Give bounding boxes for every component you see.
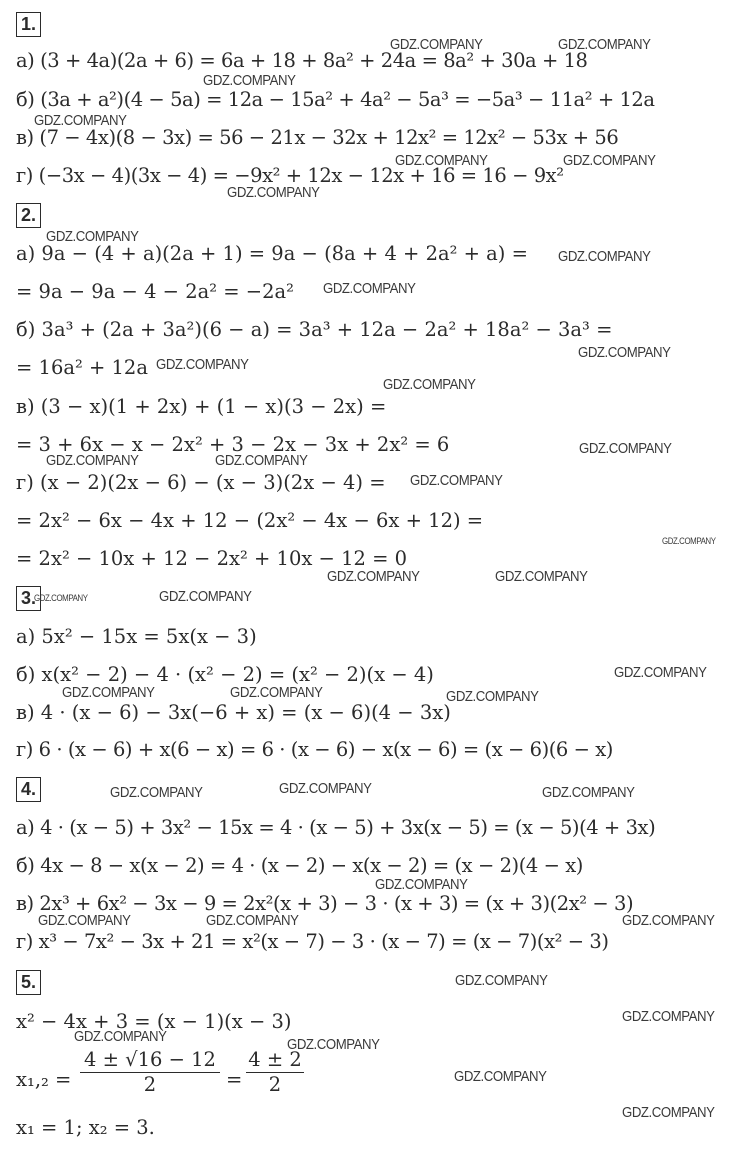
watermark: GDZ.COMPANY bbox=[614, 664, 707, 681]
task-5-roots-label: x₁,₂ = bbox=[16, 1068, 72, 1091]
watermark: GDZ.COMPANY bbox=[46, 228, 139, 245]
watermark: GDZ.COMPANY bbox=[622, 1104, 715, 1121]
watermark: GDZ.COMPANY bbox=[622, 912, 715, 929]
task-2-line-5: в) (3 − x)(1 + 2x) + (1 − x)(3 − 2x) = bbox=[16, 395, 387, 418]
task-4-line-b: б) 4x − 8 − x(x − 2) = 4 · (x − 2) − x(x − 2) = (x − 2)(4 − x) bbox=[16, 854, 583, 877]
watermark: GDZ.COMPANY bbox=[46, 452, 139, 469]
task-5-equals: = bbox=[226, 1068, 243, 1091]
task-1-line-b: б) (3a + a²)(4 − 5a) = 12a − 15a² + 4a² − 5a³ = −5a³ − 11a² + 12a bbox=[16, 88, 655, 111]
watermark: GDZ.COMPANY bbox=[279, 780, 372, 797]
watermark: GDZ.COMPANY bbox=[454, 1068, 547, 1085]
watermark: GDZ.COMPANY bbox=[495, 568, 588, 585]
task-1-line-a: а) (3 + 4a)(2a + 6) = 6a + 18 + 8a² + 24a = 8a² + 30a + 18 bbox=[16, 49, 588, 72]
watermark: GDZ.COMPANY bbox=[323, 280, 416, 297]
task-3-line-g: г) 6 · (x − 6) + x(6 − x) = 6 · (x − 6) − x(x − 6) = (x − 6)(6 − x) bbox=[16, 738, 613, 761]
task-4-line-a: а) 4 · (x − 5) + 3x² − 15x = 4 · (x − 5) + 3x(x − 5) = (x − 5)(4 + 3x) bbox=[16, 816, 656, 839]
watermark: GDZ.COMPANY bbox=[622, 1008, 715, 1025]
task-5-fraction-1 bbox=[80, 1048, 220, 1097]
watermark: GDZ.COMPANY bbox=[34, 112, 127, 129]
watermark: GDZ.COMPANY bbox=[558, 248, 651, 265]
watermark: GDZ.COMPANY bbox=[206, 912, 299, 929]
fraction-1-numerator: 4 ± √16 − 12 bbox=[84, 1048, 216, 1071]
task-2-line-4: = 16a² + 12a bbox=[16, 356, 148, 379]
fraction-1-denominator: 2 bbox=[143, 1073, 157, 1096]
watermark: GDZ.COMPANY bbox=[62, 684, 155, 701]
watermark: GDZ.COMPANY bbox=[455, 972, 548, 989]
task-3-line-b: б) x(x² − 2) − 4 · (x² − 2) = (x² − 2)(x − 4) bbox=[16, 663, 434, 686]
watermark: GDZ.COMPANY bbox=[375, 876, 468, 893]
watermark: GDZ.COMPANY bbox=[215, 452, 308, 469]
task-number-2: 2. bbox=[16, 203, 41, 228]
watermark: GDZ.COMPANY bbox=[563, 152, 656, 169]
task-2-line-8: = 2x² − 6x − 4x + 12 − (2x² − 4x − 6x + 12) = bbox=[16, 509, 484, 532]
fraction-2-denominator: 2 bbox=[268, 1073, 282, 1096]
watermark: GDZ.COMPANY bbox=[578, 344, 671, 361]
watermark: GDZ.COMPANY bbox=[327, 568, 420, 585]
watermark: GDZ.COMPANY bbox=[558, 36, 651, 53]
task-number-4: 4. bbox=[16, 777, 41, 802]
task-4-line-g: г) x³ − 7x² − 3x + 21 = x²(x − 7) − 3 · (x − 7) = (x − 7)(x² − 3) bbox=[16, 930, 609, 953]
watermark: GDZ.COMPANY bbox=[159, 588, 252, 605]
task-2-line-9: = 2x² − 10x + 12 − 2x² + 10x − 12 = 0 bbox=[16, 547, 408, 570]
watermark: GDZ.COMPANY bbox=[390, 36, 483, 53]
task-5-equation: x² − 4x + 3 = (x − 1)(x − 3) bbox=[16, 1010, 292, 1033]
watermark: GDZ.COMPANY bbox=[74, 1028, 167, 1045]
task-number-5: 5. bbox=[16, 970, 41, 995]
watermark: GDZ.COMPANY bbox=[410, 472, 503, 489]
watermark: GDZ.COMPANY bbox=[662, 536, 716, 546]
task-4-line-v: в) 2x³ + 6x² − 3x − 9 = 2x²(x + 3) − 3 · (x + 3) = (x + 3)(2x² − 3) bbox=[16, 892, 634, 915]
task-2-line-7: г) (x − 2)(2x − 6) − (x − 3)(2x − 4) = bbox=[16, 471, 386, 494]
watermark: GDZ.COMPANY bbox=[110, 784, 203, 801]
watermark: GDZ.COMPANY bbox=[395, 152, 488, 169]
task-number-3: 3. bbox=[16, 586, 41, 611]
task-2-line-1: а) 9a − (4 + a)(2a + 1) = 9a − (8a + 4 + 2a² + a) = bbox=[16, 242, 528, 265]
task-2-line-2: = 9a − 9a − 4 − 2a² = −2a² bbox=[16, 280, 294, 303]
watermark: GDZ.COMPANY bbox=[383, 376, 476, 393]
watermark: GDZ.COMPANY bbox=[227, 184, 320, 201]
task-1-line-v: в) (7 − 4x)(8 − 3x) = 56 − 21x − 32x + 12x² = 12x² − 53x + 56 bbox=[16, 126, 619, 149]
watermark: GDZ.COMPANY bbox=[230, 684, 323, 701]
fraction-2-numerator: 4 ± 2 bbox=[248, 1048, 302, 1071]
watermark: GDZ.COMPANY bbox=[287, 1036, 380, 1053]
task-2-line-3: б) 3a³ + (2a + 3a²)(6 − a) = 3a³ + 12a − 2a² + 18a² − 3a³ = bbox=[16, 318, 613, 341]
task-3-line-v: в) 4 · (x − 6) − 3x(−6 + x) = (x − 6)(4 − 3x) bbox=[16, 701, 451, 724]
watermark: GDZ.COMPANY bbox=[446, 688, 539, 705]
task-5-fraction-2 bbox=[246, 1048, 304, 1097]
task-2-line-6: = 3 + 6x − x − 2x² + 3 − 2x − 3x + 2x² = 6 bbox=[16, 433, 450, 456]
watermark: GDZ.COMPANY bbox=[203, 72, 296, 89]
task-5-answer: x₁ = 1; x₂ = 3. bbox=[16, 1116, 155, 1139]
watermark: GDZ.COMPANY bbox=[38, 912, 131, 929]
watermark: GDZ.COMPANY bbox=[542, 784, 635, 801]
watermark: GDZ.COMPANY bbox=[156, 356, 249, 373]
task-number-1: 1. bbox=[16, 12, 41, 37]
task-3-line-a: а) 5x² − 15x = 5x(x − 3) bbox=[16, 625, 257, 648]
watermark: GDZ.COMPANY bbox=[34, 593, 88, 603]
task-1-line-g: г) (−3x − 4)(3x − 4) = −9x² + 12x − 12x + 16 = 16 − 9x² bbox=[16, 164, 564, 187]
watermark: GDZ.COMPANY bbox=[579, 440, 672, 457]
